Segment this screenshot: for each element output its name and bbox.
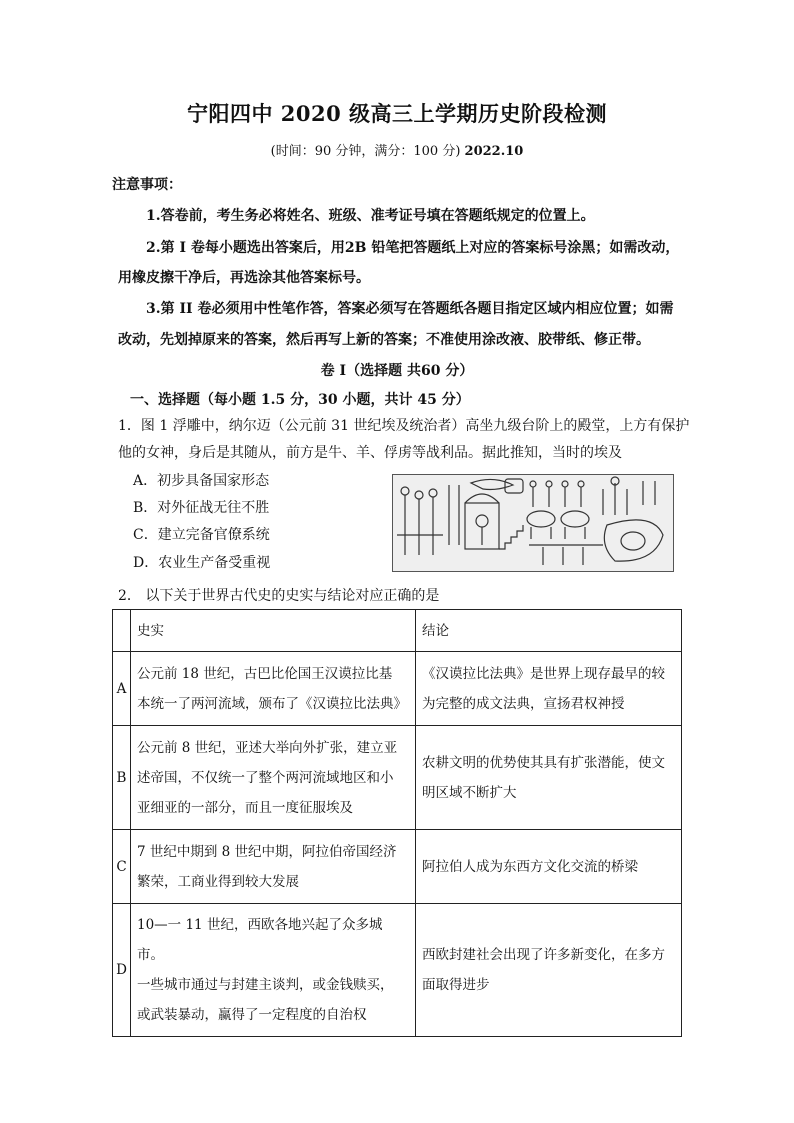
row-conclusion-line: 《汉谟拉比法典》是世界上现存最早的较 — [422, 665, 665, 682]
row-conclusion — [416, 652, 682, 726]
notice-item-1: 1.答卷前，考生务必将姓名、班级、准考证号填在答题纸规定的位置上。 — [146, 208, 595, 224]
relief-image — [392, 474, 674, 572]
exam-subtitle — [0, 140, 794, 159]
q1-stem-line1: 1．图 1 浮雕中，纳尔迈（公元前 31 世纪埃及统治者）高坐九级台阶上的殿堂，上方有保护 — [118, 418, 690, 434]
row-fact-line: 公元前 18 世纪，古巴比伦国王汉谟拉比基 — [137, 665, 393, 682]
notice-heading: 注意事项： — [112, 177, 182, 193]
row-conclusion-line: 面取得进步 — [422, 977, 490, 993]
table-header-cell-label — [113, 610, 131, 652]
table-row — [113, 652, 682, 726]
table-row — [113, 830, 682, 904]
q2-table — [112, 609, 682, 1037]
row-fact-line: 繁荣，工商业得到较大发展 — [137, 873, 299, 890]
row-conclusion-line: 为完整的成文法典，宣扬君权神授 — [422, 695, 625, 712]
table-row — [113, 726, 682, 830]
table-header-cell-fact: 史实 — [131, 610, 416, 652]
q1-option-a: A．初步具备国家形态 — [133, 473, 270, 489]
row-conclusion-line: 阿拉伯人成为东西方文化交流的桥梁 — [422, 858, 638, 875]
row-fact-line: 或武装暴动，赢得了一定程度的自治权 — [137, 1007, 367, 1023]
exam-time-score: (时间：90 分钟，满分：100 分) — [270, 144, 465, 159]
row-conclusion — [416, 904, 682, 1037]
part-heading: 一、选择题（每小题 1.5 分，30 小题，共计 45 分） — [130, 392, 470, 408]
row-fact-line: 一些城市通过与封建主谈判，或金钱赎买， — [137, 977, 394, 993]
row-fact — [131, 904, 416, 1037]
q2-stem: 2． 以下关于世界古代史的史实与结论对应正确的是 — [118, 588, 440, 604]
row-label: D — [113, 904, 131, 1037]
table-row — [113, 904, 682, 1037]
table-header-row — [113, 610, 682, 652]
section-title: 卷 I（选择题 共60 分） — [320, 363, 474, 379]
row-fact-line: 亚细亚的一部分，而且一度征服埃及 — [137, 799, 353, 816]
row-fact — [131, 652, 416, 726]
relief-illustration — [393, 475, 673, 571]
q1-option-b: B．对外征战无往不胜 — [133, 500, 270, 516]
row-conclusion — [416, 830, 682, 904]
row-conclusion-line: 农耕文明的优势使其具有扩张潜能，使文 — [422, 754, 665, 771]
row-label: C — [113, 830, 131, 904]
row-fact-line: 7 世纪中期到 8 世纪中期，阿拉伯帝国经济 — [137, 843, 397, 860]
exam-date: 2022.10 — [464, 144, 524, 159]
notice-item-3-line2: 改动，先划掉原来的答案，然后再写上新的答案；不准使用涂改液、胶带纸、修正带。 — [118, 332, 650, 348]
row-fact-line: 10—一 11 世纪，西欧各地兴起了众多城市。 — [137, 917, 383, 963]
notice-item-3-line1: 3.第 II 卷必须用中性笔作答，答案必须写在答题纸各题目指定区域内相应位置；如需 — [146, 301, 674, 317]
row-fact-line: 本统一了两河流域，颁布了《汉谟拉比法典》 — [137, 695, 407, 712]
exam-title: 宁阳四中 2020 级高三上学期历史阶段检测 — [186, 101, 608, 126]
row-fact — [131, 830, 416, 904]
table-header-cell-conclusion: 结论 — [416, 610, 682, 652]
notice-item-2-line1: 2.第 I 卷每小题选出答案后，用2B 铅笔把答题纸上对应的答案标号涂黑；如需改动， — [146, 240, 680, 256]
row-conclusion-line: 西欧封建社会出现了许多新变化，在多方 — [422, 947, 665, 963]
row-fact-line: 公元前 8 世纪，亚述大举向外扩张，建立亚 — [137, 739, 398, 756]
q1-stem-line2: 他的女神，身后是其随从，前方是牛、羊、俘虏等战利品。据此推知，当时的埃及 — [118, 445, 622, 461]
q1-option-d: D．农业生产备受重视 — [133, 555, 271, 571]
row-fact-line: 述帝国，不仅统一了整个两河流域地区和小 — [137, 769, 394, 786]
row-label: B — [113, 726, 131, 830]
row-conclusion — [416, 726, 682, 830]
row-conclusion-line: 明区域不断扩大 — [422, 784, 517, 801]
notice-item-2-line2: 用橡皮擦干净后，再选涂其他答案标号。 — [118, 270, 370, 286]
row-label: A — [113, 652, 131, 726]
q1-option-c: C．建立完备官僚系统 — [133, 527, 270, 543]
row-fact — [131, 726, 416, 830]
